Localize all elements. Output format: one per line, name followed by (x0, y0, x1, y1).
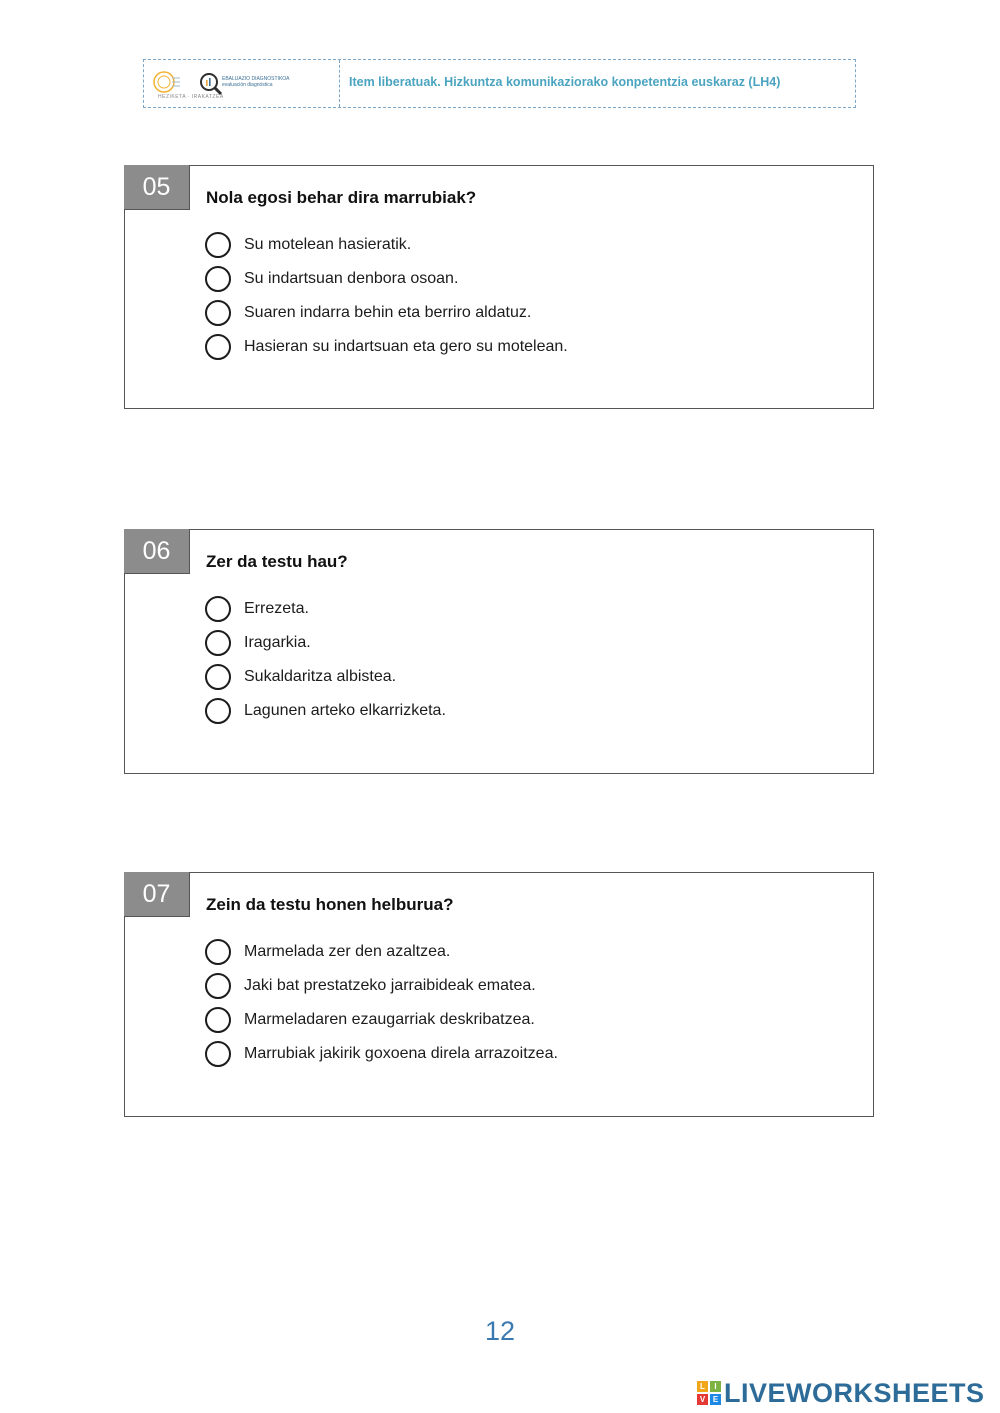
radio-button[interactable] (205, 1007, 231, 1033)
answer-options (205, 592, 446, 728)
option-label: Su motelean hasieratik. (244, 236, 412, 253)
option-label: Marmelada zer den azaltzea. (244, 943, 451, 960)
answer-options (205, 228, 568, 364)
option-label: Hasieran su indartsuan eta gero su motelean. (244, 338, 568, 355)
question-text: Zer da testu hau? (206, 552, 348, 571)
logo-square: L (697, 1381, 708, 1392)
header-title: Item liberatuak. Hizkuntza komunikaziorako konpetentzia euskaraz (LH4) (349, 75, 781, 89)
radio-button[interactable] (205, 334, 231, 360)
answer-option[interactable] (205, 262, 568, 296)
question-05 (124, 165, 874, 409)
logo-right-text (222, 76, 290, 88)
option-label: Errezeta. (244, 600, 309, 617)
answer-option[interactable] (205, 660, 446, 694)
answer-option[interactable] (205, 1003, 558, 1037)
answer-options (205, 935, 558, 1071)
answer-option[interactable] (205, 935, 558, 969)
answer-option[interactable] (205, 228, 568, 262)
radio-button[interactable] (205, 630, 231, 656)
question-text: Zein da testu honen helburua? (206, 895, 454, 914)
answer-option[interactable] (205, 1037, 558, 1071)
question-number: 05 (124, 165, 190, 210)
radio-button[interactable] (205, 266, 231, 292)
radio-button[interactable] (205, 698, 231, 724)
answer-option[interactable] (205, 694, 446, 728)
radio-button[interactable] (205, 300, 231, 326)
option-label: Marmeladaren ezaugarriak deskribatzea. (244, 1011, 535, 1028)
logo-square: E (710, 1394, 721, 1405)
question-text: Nola egosi behar dira marrubiak? (206, 188, 477, 207)
magnifier-logo-icon (199, 72, 223, 96)
header-logos (144, 60, 340, 107)
radio-button[interactable] (205, 973, 231, 999)
option-label: Sukaldaritza albistea. (244, 668, 397, 685)
option-label: Su indartsuan denbora osoan. (244, 270, 459, 287)
question-06 (124, 529, 874, 774)
answer-option[interactable] (205, 592, 446, 626)
liveworksheets-wordmark: LIVEWORKSHEETS (724, 1377, 985, 1408)
answer-option[interactable] (205, 330, 568, 364)
answer-option[interactable] (205, 626, 446, 660)
option-label: Lagunen arteko elkarrizketa. (244, 702, 446, 719)
document-header (143, 59, 856, 108)
radio-button[interactable] (205, 596, 231, 622)
logo-square: I (710, 1381, 721, 1392)
question-number: 06 (124, 529, 190, 574)
radio-button[interactable] (205, 664, 231, 690)
radio-button[interactable] (205, 939, 231, 965)
logo-squares-icon (697, 1381, 721, 1405)
radio-button[interactable] (205, 1041, 231, 1067)
option-label: Marrubiak jakirik goxoena direla arrazoitzea. (244, 1045, 558, 1062)
logo-square: V (697, 1394, 708, 1405)
radio-button[interactable] (205, 232, 231, 258)
question-07 (124, 872, 874, 1117)
option-label: Jaki bat prestatzeko jarraibideak ematea. (244, 977, 536, 994)
answer-option[interactable] (205, 969, 558, 1003)
logo-right-title: EBALUAZIO DIAGNOSTIKOA (222, 76, 290, 82)
option-label: Suaren indarra behin eta berriro aldatuz. (244, 304, 532, 321)
logo-left-text: HEZIKETA · IRAKATZEA (158, 94, 224, 100)
page-number: 12 (484, 1316, 516, 1346)
answer-option[interactable] (205, 296, 568, 330)
option-label: Iragarkia. (244, 634, 311, 651)
question-number: 07 (124, 872, 190, 917)
logo-right-subtitle: evaluación diagnóstica (222, 82, 273, 88)
liveworksheets-logo (697, 1378, 985, 1408)
